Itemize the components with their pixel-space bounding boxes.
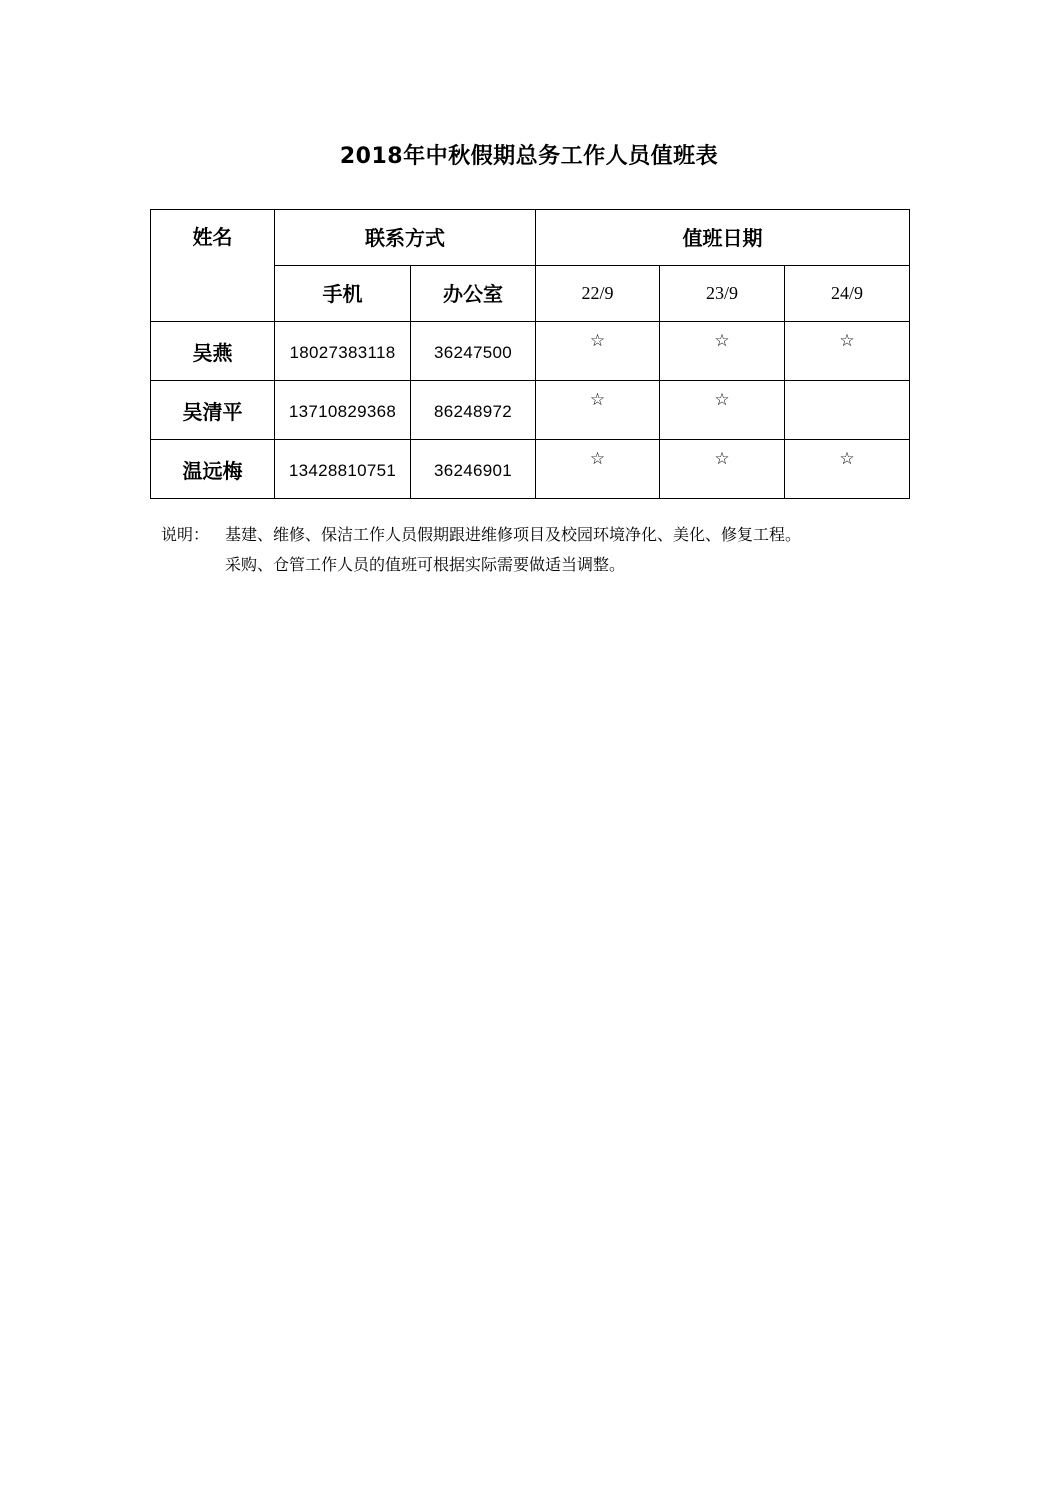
header-contact: 联系方式 [275,210,536,266]
staff-name: 吴清平 [151,381,275,440]
duty-cell [785,440,910,499]
mobile-number: 13710829368 [275,381,411,440]
table-row [151,322,910,381]
header-date: 22/9 [536,266,660,322]
duty-star-icon: ☆ [589,390,606,410]
duty-star-icon: ☆ [839,449,855,469]
duty-roster-table [150,209,910,499]
duty-cell [536,381,660,440]
page-title: 2018年中秋假期总务工作人员值班表 [339,144,719,169]
office-number: 36246901 [411,440,536,499]
table-row [151,381,910,440]
header-office: 办公室 [411,266,536,322]
duty-cell [785,381,910,440]
duty-cell [660,381,785,440]
office-number: 36247500 [411,322,536,381]
duty-cell [660,440,785,499]
notes-line: 采购、仓管工作人员的值班可根据实际需要做适当调整。 [225,555,626,574]
table-row [151,440,910,499]
header-row-1 [151,210,910,266]
header-duty-dates: 值班日期 [536,210,910,266]
duty-star-icon: ☆ [589,331,606,351]
duty-cell [536,322,660,381]
duty-star-icon: ☆ [714,331,730,351]
staff-name: 温远梅 [151,440,275,499]
header-name-label: 姓名 [192,225,233,249]
mobile-number: 18027383118 [275,322,411,381]
header-date: 23/9 [660,266,785,322]
duty-star-icon: ☆ [714,449,730,469]
duty-star-icon: ☆ [589,449,606,469]
duty-cell [785,322,910,381]
staff-name: 吴燕 [151,322,275,381]
notes-label: 说明： [161,525,210,544]
header-name [151,210,275,322]
notes-line: 基建、维修、保洁工作人员假期跟进维修项目及校园环境净化、美化、修复工程。 [225,525,802,544]
duty-star-icon: ☆ [714,390,730,410]
header-date: 24/9 [785,266,910,322]
mobile-number: 13428810751 [275,440,411,499]
duty-cell [660,322,785,381]
header-mobile: 手机 [275,266,411,322]
office-number: 86248972 [411,381,536,440]
duty-star-icon: ☆ [839,331,855,351]
duty-cell [536,440,660,499]
